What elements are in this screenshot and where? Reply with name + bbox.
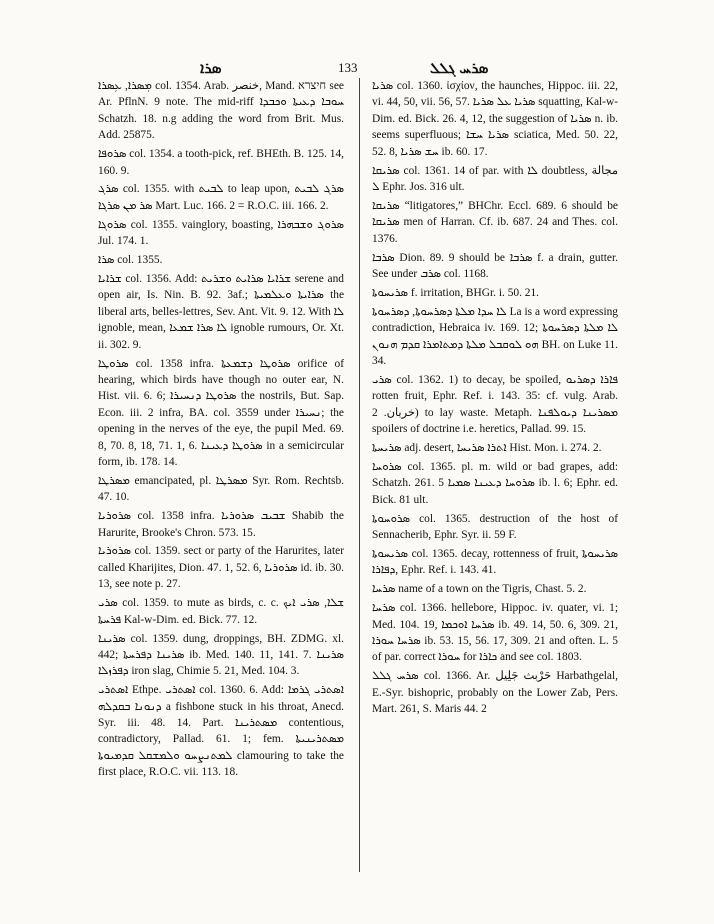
right-column — [372, 78, 618, 720]
dictionary-entry: ܣܪܐ col. 1355. — [98, 254, 163, 267]
left-column — [98, 78, 344, 783]
dictionary-entry: ܣܪܒܐ Dion. 89. 9 should be ܣܪܒܐ f. a drain, gutter. See under ܣܪܒ col. 1168. — [372, 251, 618, 280]
dictionary-entry: ܣܪܚܐ name of a town on the Tigris, Chast. 5. 2. — [372, 583, 587, 596]
dictionary-entry: ܣܪܝܐ col. 1360. ἰσχίον, the haunches, Hippoc. iii. 22, vi. 44, 50, vii. 56, 57. ܣܪܝܐ ܥܠ ܣܪܝܐ squatting, Kal-w-Dim. ed. Bick. 26. 4, 12, the suggestion of ܣܪܝܐ n. ib. seems superfluous; ܣܪܝܐ ܚܫܐ sciatica, Med. 50. 22, 52. 8, ܚܫ ܣܪܝܐ ib. 60. 17. — [372, 80, 618, 158]
dictionary-entry: ܣܪܘܚܘܬܐ col. 1365. destruction of the host of Sennacherib, Ephr. Syr. ii. 59 F. — [372, 512, 618, 542]
dictionary-entry: ܣܪܘܛܐ col. 1358 infra. ܣܪܘܛܐ ܕܫܡܥܬܐ orifice of hearing, which birds have though no outer ear, N. Hist. vii. 6. 6; ܣܪܘܛܐ ܕܢܚܝܪܐ the nostrils, But. Sap. Econ. iii. 2 infra, BA. col. 3559 under ܢܚܝܪܐ; the opening in the nerves of the eye, the pupil Med. 69. 8, 70. 8, 18, 71. 1, 6. ܣܪܘܛܐ ܕܥܝܢܐ in a semicircular form, ib. 178. 14. — [98, 357, 344, 468]
dictionary-entry: ܣܪܝܚܘܬܐ col. 1365. decay, rottenness of fruit, ܣܪܝܚܘܬܐ ܕܦܐܪܐ, Ephr. Ref. i. 143. 41. — [372, 547, 618, 577]
dictionary-entry: ܣܪܝܩܐ “litigatores,” BHChr. Eccl. 689. 6 should be ܣܪܝܩܐ men of Harran. Cf. ib. 687. 24 and Thes. col. 1376. — [372, 199, 618, 245]
dictionary-entry: ܫܪܐܝܐ col. 1356. Add: ܫܪܐܝܐ ܣܪܐܝܬ ܘܫܪܝܬ serene and open air, Is. Nin. B. 92. 3af.; ܣܪܐܝܬܐ ܘܥܠܡܝܬܐ the liberal arts, belles-lettres, Sev. Ant. Vit. 9. 12. With ܠܐ ignoble, mean, ܠܐ ܣܪܐ ܫܡܥܐ ignoble rumours, Or. Xt. ii. 302. 9. — [98, 272, 345, 351]
page-number: 133 — [338, 60, 358, 75]
dictionary-entry: ܠܐ ܚܕܐ ܡܠܬܐ ܕܣܪܚܘܬܐ, ܕܣܪܚܘܬܐ La is a word expressing contradiction, Hebraica iv. 169. 12; ܠܐ ܡܠܬܐ ܕܣܪܚܘܬܐ ܗܘ ܠܘܩܒܠ ܡܠܬܐ ܕܡܬܐܡܪܐ ܩܕܡ ܗܢܘܢ BH. on Luke 11. 34. — [372, 305, 619, 367]
dictionary-entry: ܣܪܝܚܬܐ adj. desert, ܐܬܪܐ ܣܪܝܚܐ Hist. Mon. i. 274. 2. — [372, 442, 602, 455]
dictionary-entry: ܣܪܝܚܘܬܐ f. irritation, BHGr. i. 50. 21. — [372, 286, 540, 299]
dictionary-entry: ܣܪܘܪܝܐ col. 1359. sect or party of the Harurites, later called Kharijites, Dion. 47. 1, 52. 6, ܣܪܘܪܝܐ id. ib. 30. 13, see note p. 27. — [98, 545, 344, 591]
dictionary-entry: ܡܣܪܛܐ emancipated, pl. ܡܣܪܛܐ Syr. Rom. Rechtsb. 47. 10. — [98, 474, 344, 504]
dictionary-entry: ܣܪܝ col. 1359. to mute as birds, c. c. ܫܠܐ, ܣܪܝ ܐܝܟ ܦܪܚܬܐ Kal-w-Dim. ed. Bick. 77. 12. — [98, 597, 344, 626]
dictionary-entry: ܣܪܓ col. 1355. with ܠܒܝܬ to leap upon, ܣܪܓ ܠܒܝܬ ܣܪ ܡܢ ܣܪܓܐ Mart. Luc. 166. 2 = R.O.C. iii. 166. 2. — [98, 183, 344, 212]
dictionary-entry: ܣܪܘܓܐ col. 1355. vainglory, boasting, ܣܪܘܓ ܘܫܒܗܪܐ Jul. 174. 1. — [98, 218, 344, 248]
dictionary-entry: ܣܪܘܦܐ col. 1354. a tooth-pick, ref. BHEth. B. 125. 14, 160. 9. — [98, 148, 344, 177]
right-running-head: ܣܪܚ ܓܠܠ — [430, 61, 489, 77]
dictionary-entry: ܣܪܚ ܓܠܠ col. 1366. Ar. حَرْبث جَلِيل Harbathgelal, E.-Syr. bishopric, probably on the Lower Zab, Pers. Mart. 261, S. Maris 44. 2 — [372, 670, 618, 716]
left-running-head: ܣܪܐ — [200, 61, 222, 77]
dictionary-entry: ܣܪܝܩܐ col. 1361. 14 of par. with ܠܐ doubtless, مجالة ܠ Ephr. Jos. 316 ult. — [372, 164, 619, 193]
dictionary-entry: ܣܪܝ col. 1362. 1) to decay, be spoiled, ܦܐܪܐ ܕܣܪܝܘ rotten fruit, Ephr. Ref. i. 143. 35: cf. vulg. Arab. خربان. 2) to lay waste. Metaph. ܡܣܪܝܢܐ ܕܝܘܠܦܢܐ spoilers of doctrine i.e. heretics, Pallad. 99. 15. — [372, 373, 618, 436]
dictionary-entry: ܣܪܘܪܝܐ col. 1358 infra. ܫܒܝܒ ܣܪܘܪܝܐ Shabib the Harurite, Brooke's Chron. 573. 15. — [98, 510, 344, 539]
dictionary-entry: ܣܪܘܚܐ col. 1365. pl. m. wild or bad grapes, add: Schatzh. 261. 5 ܣܪܘܚܐ ܕܥܝܢܐ ܣܡܝܐ ib. l. 6; Ephr. ed. Bick. 81 ult. — [372, 460, 619, 506]
dictionary-entry: ܣܪܝܢܐ col. 1359. dung, droppings, BH. ZDMG. xl. 442; ܣܪܝܢܐ ܕܦܪܚܬܐ ib. Med. 140. 11, 141. 7. ܣܪܝܢܐ ܕܦܪܙܠܐ iron slag, Chimie 5. 21, Med. 104. 3. — [98, 632, 344, 678]
dictionary-entry: ܡܼܣܪܐ, ܥܼܣܪܐ col. 1354. Arab. خنصر, Mand. חיצרא see Ar. PflnN. 9 note. The mid-riff ܚܘܒܐ ܕܥܝܬܐ ܘܟܒܕܐ Schatzh. 18. n.g adding the word from Brit. Mus. Add. 25875. — [98, 80, 344, 142]
column-divider — [359, 78, 360, 872]
dictionary-entry: ܐܣܬܪܝ Ethpe. ܐܣܬܪܝ col. 1360. 6. Add: ܐܣܬܪܝ ܓܪܡܐ ܕܢܘܢܐ ܒܩܕܠܗ a fishbone stuck in his throat, Anecd. Syr. iii. 48. 14. Part. ܡܣܬܪܝܢܐ contentious, contradictory, Pallad. 61. 1; fem. ܡܣܬܪܝܢܝܬܐ ܠܡܬܢܨܚܘ ܘܠܡܫܩܠ ܩܕܡܝܘܬܐ clamouring to take the first place, R.O.C. vii. 113. 18. — [98, 684, 345, 779]
dictionary-entry: ܣܪܚܐ col. 1366. hellebore, Hippoc. iv. quater, vi. 1; Med. 104. 19, ܣܪܚܐ ܐܘܟܡܐ ib. 49. 14, 50. 6, 309. 21, ܣܪܚܐ ܚܘܪܐ ib. 53. 15, 56. 17, 309. 21 and often. L. 5 of par. correct ܚܘܪܐ for ܟܐܪܐ and see col. 1803. — [372, 602, 618, 664]
